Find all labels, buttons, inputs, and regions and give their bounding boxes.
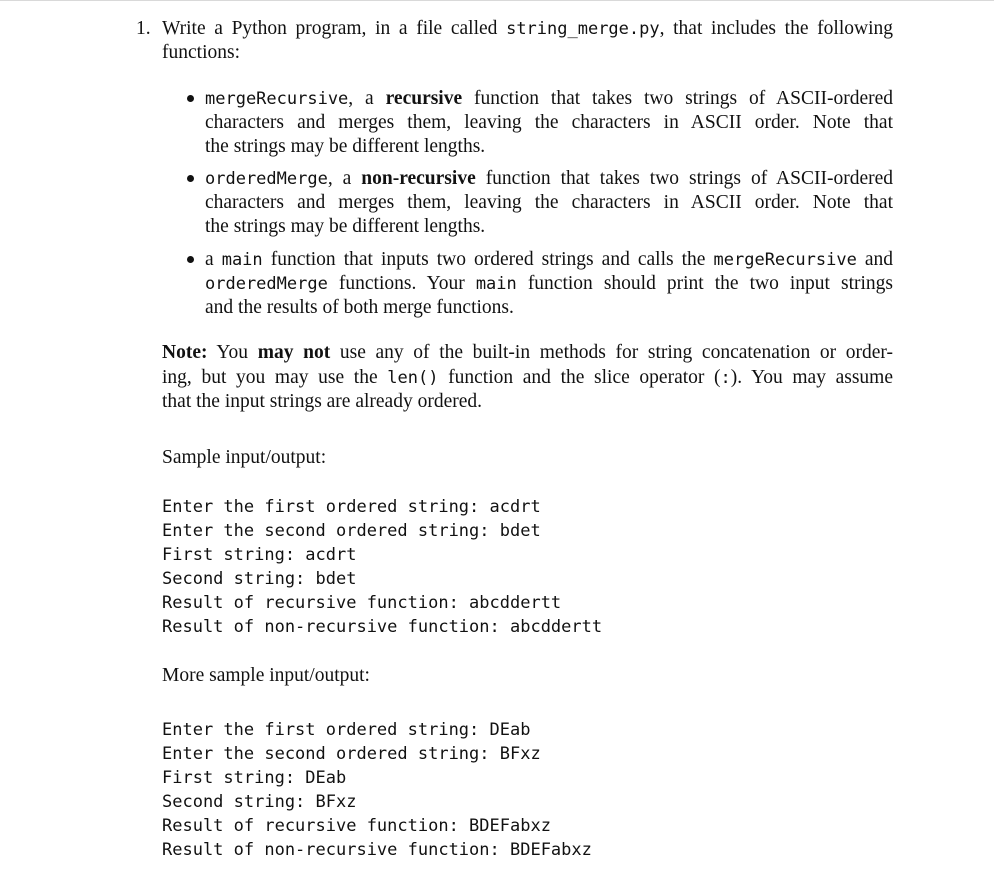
bullet-1-line-1 <box>205 87 893 111</box>
function-name-code: main <box>221 250 263 270</box>
note-line-3: that the input strings are already ordered. <box>162 391 483 412</box>
bullet-text: function that takes two strings of ASCII-ordered <box>474 88 894 109</box>
page-top-rule <box>0 0 994 1</box>
bullet-2-line-2: characters and merges them, leaving the characters in ASCII order. Note that <box>205 192 893 213</box>
sample-output-line: Result of recursive function: abcddertt <box>162 593 562 613</box>
bullet-1-line-2: characters and merges them, leaving the characters in ASCII order. Note that <box>205 112 893 133</box>
sample-output-line: First string: acdrt <box>162 545 357 565</box>
sample-output-line: Enter the first ordered string: acdrt <box>162 497 541 517</box>
sample-output-line: Second string: BFxz <box>162 792 357 812</box>
sample-output-line: Enter the second ordered string: BFxz <box>162 744 541 764</box>
bullet-bold-text: recursive <box>385 88 463 109</box>
note-line-2 <box>162 366 893 390</box>
slice-operator-code: : <box>720 368 731 388</box>
sample-output-line: Second string: bdet <box>162 569 357 589</box>
bullet-text: , a <box>348 88 374 109</box>
bullet-text: function that takes two strings of ASCII-ordered <box>485 168 894 189</box>
function-name-code: orderedMerge <box>205 169 328 189</box>
note-bold-text: may not <box>257 342 331 363</box>
function-name-code: mergeRecursive <box>713 250 857 270</box>
question-intro-text-2: , that includes the following <box>659 18 893 39</box>
filename-code: string_merge.py <box>506 19 660 39</box>
note-line-1 <box>162 341 893 365</box>
note-text: use any of the built-in methods for string concatenation or order- <box>339 342 893 363</box>
bullet-text: and <box>864 249 894 270</box>
function-name-code: main <box>475 274 517 294</box>
bullet-1-line-3: the strings may be different lengths. <box>205 136 486 157</box>
note-label: Note: <box>162 342 208 363</box>
function-name-code: mergeRecursive <box>205 89 349 109</box>
bullet-text: a <box>205 249 214 270</box>
more-sample-heading: More sample input/output: <box>162 665 370 686</box>
bullet-text: functions. Your <box>338 273 465 294</box>
len-function-code: len() <box>387 368 439 388</box>
bullet-3-line-2 <box>205 272 893 296</box>
note-text: function and the slice operator ( <box>448 367 721 388</box>
note-text: ). You may assume <box>730 367 894 388</box>
bullet-text: function should print the two input strings <box>527 273 894 294</box>
bullet-text: function that inputs two ordered strings and calls the <box>270 249 706 270</box>
sample-output-line: Result of non-recursive function: BDEFabxz <box>162 840 592 860</box>
function-name-code: orderedMerge <box>205 274 328 294</box>
bullet-dot-icon <box>187 256 194 263</box>
bullet-3-line-1 <box>205 248 893 272</box>
question-number: 1. <box>136 18 151 39</box>
question-intro-line-1 <box>162 17 893 41</box>
bullet-dot-icon <box>187 95 194 102</box>
bullet-2-line-1 <box>205 167 893 191</box>
sample-output-line: Result of recursive function: BDEFabxz <box>162 816 551 836</box>
sample-output-line: Result of non-recursive function: abcddertt <box>162 617 603 637</box>
bullet-3-line-3: and the results of both merge functions. <box>205 297 514 318</box>
note-text: ing, but you may use the <box>162 367 378 388</box>
bullet-text: , a <box>327 168 352 189</box>
sample-output-line: First string: DEab <box>162 768 347 788</box>
sample-output-line: Enter the first ordered string: DEab <box>162 720 531 740</box>
question-intro-text: Write a Python program, in a file called <box>162 18 498 39</box>
question-intro-line-2: functions: <box>162 42 240 63</box>
note-text: You <box>216 342 249 363</box>
sample-heading: Sample input/output: <box>162 447 327 468</box>
bullet-dot-icon <box>187 175 194 182</box>
bullet-2-line-3: the strings may be different lengths. <box>205 216 486 237</box>
bullet-bold-text: non-recursive <box>361 168 476 189</box>
sample-output-line: Enter the second ordered string: bdet <box>162 521 541 541</box>
